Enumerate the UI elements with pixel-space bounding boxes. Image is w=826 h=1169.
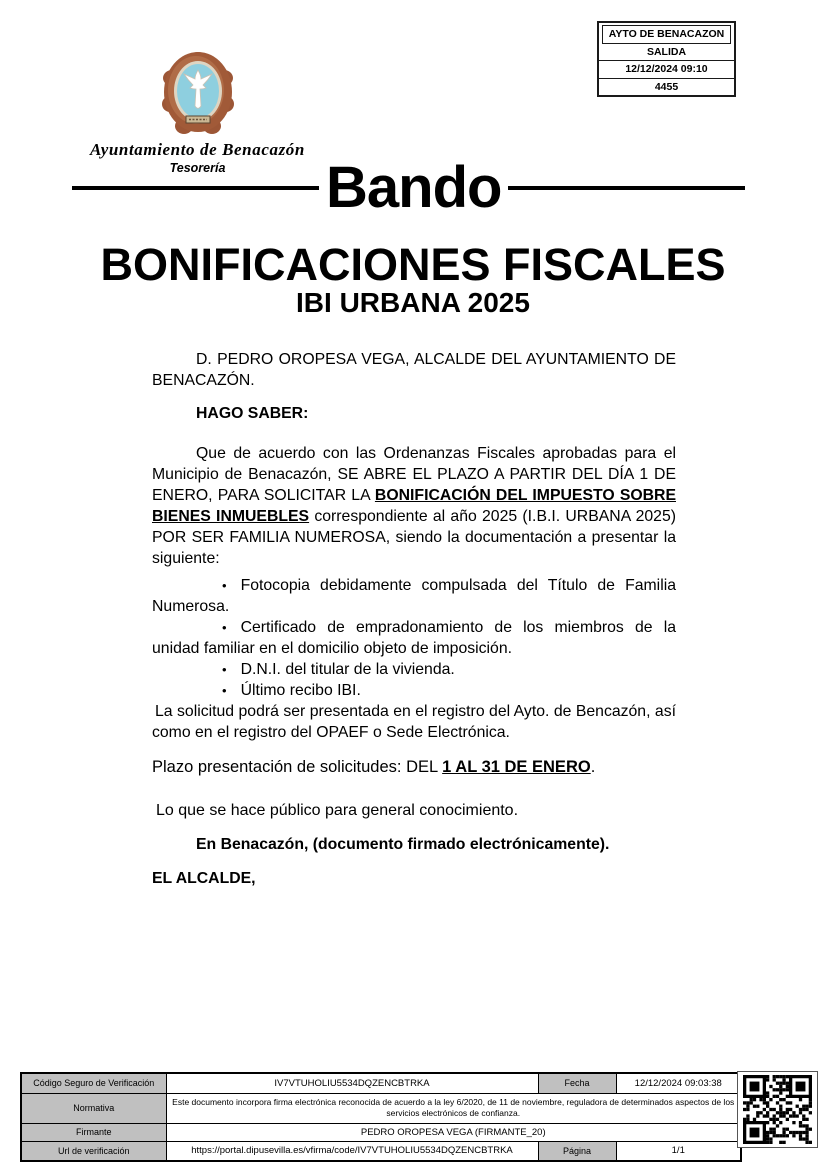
list-item xyxy=(152,680,676,701)
qr-code-icon xyxy=(743,1075,812,1144)
presentacion-paragraph: La solicitud podrá ser presentada en el registro del Ayto. de Bencazón, así como en el registro del OPAEF o Sede Electrónica. xyxy=(152,703,676,741)
stamp-type: SALIDA xyxy=(599,44,734,62)
bullet-icon: • xyxy=(222,620,227,635)
intro-paragraph: D. PEDRO OROPESA VEGA, ALCALDE DEL AYUNTAMIENTO DE BENACAZÓN. xyxy=(152,351,676,389)
list-item-text: Fotocopia debidamente compulsada del Título de Familia Numerosa. xyxy=(152,577,676,615)
registry-stamp xyxy=(597,21,736,97)
stamp-number: 4455 xyxy=(654,80,679,93)
publico-paragraph: Lo que se hace público para general conocimiento. xyxy=(156,802,519,819)
benacazon-coat-of-arms-icon xyxy=(160,48,236,136)
list-item-text: Certificado de empradonamiento de los miembros de la unidad familiar en el domicilio objeto de imposición. xyxy=(152,619,676,657)
url-value: https://portal.dipusevilla.es/vfirma/code/IV7VTUHOLIU5534DQZENCBTRKA xyxy=(166,1141,538,1161)
list-item xyxy=(152,659,676,680)
requirements-list xyxy=(152,575,676,701)
normativa-label: Normativa xyxy=(21,1093,166,1123)
main-paragraph-post: correspondiente al año 2025 (I.B.I. URBANA 2025) POR SER FAMILIA NUMEROSA, siendo la documentación a presentar la siguiente: xyxy=(152,508,677,567)
plazo-post: . xyxy=(590,758,596,776)
list-item xyxy=(152,617,676,659)
main-paragraph-emphasis: BONIFICACIÓN DEL IMPUESTO SOBRE BIENES INMUEBLES xyxy=(152,487,676,525)
main-heading: BONIFICACIONES FISCALES xyxy=(100,239,726,290)
document-body xyxy=(152,340,676,889)
fecha-label: Fecha xyxy=(538,1073,616,1093)
table-row xyxy=(21,1123,741,1141)
hago-saber-heading: HAGO SABER: xyxy=(196,405,309,422)
firmante-label: Firmante xyxy=(21,1123,166,1141)
verification-table xyxy=(20,1072,742,1162)
stamp-org: AYTO DE BENACAZON xyxy=(602,25,731,44)
bullet-icon: • xyxy=(222,578,227,593)
bando-banner xyxy=(0,155,826,220)
signature-place: En Benacazón, (documento firmado electrónicamente). xyxy=(196,836,610,853)
pagina-value: 1/1 xyxy=(616,1141,741,1161)
table-row xyxy=(21,1141,741,1161)
pagina-label: Página xyxy=(538,1141,616,1161)
csv-value: IV7VTUHOLIU5534DQZENCBTRKA xyxy=(166,1073,538,1093)
plazo-emphasis: 1 AL 31 DE ENERO xyxy=(442,758,591,776)
banner-rule-right xyxy=(508,186,745,190)
plazo-pre: Plazo presentación de solicitudes: DEL xyxy=(152,758,443,776)
main-paragraph-pre: Que de acuerdo con las Ordenanzas Fiscales aprobadas para el Municipio de Benacazón, SE ABRE EL PLAZO A PARTIR DEL DÍA 1 DE ENERO, PARA SOLICITAR LA xyxy=(152,445,676,504)
fecha-value: 12/12/2024 09:03:38 xyxy=(616,1073,741,1093)
qr-code-box xyxy=(737,1071,818,1148)
plazo-paragraph xyxy=(152,757,676,778)
stamp-datetime: 12/12/2024 09:10 xyxy=(599,61,734,79)
list-item xyxy=(152,575,676,617)
table-row xyxy=(21,1093,741,1123)
bullet-icon: • xyxy=(222,662,227,677)
org-department: Tesorería xyxy=(169,161,226,175)
sub-heading: IBI URBANA 2025 xyxy=(296,287,530,318)
table-row xyxy=(21,1073,741,1093)
banner-title: Bando xyxy=(326,155,502,220)
banner-rule-left xyxy=(72,186,319,190)
main-paragraph xyxy=(152,443,676,569)
url-label: Url de verificación xyxy=(21,1141,166,1161)
list-item-text: D.N.I. del titular de la vivienda. xyxy=(240,661,455,678)
org-name: Ayuntamiento de Benacazón xyxy=(90,140,305,159)
csv-label: Código Seguro de Verificación xyxy=(21,1073,166,1093)
bullet-icon: • xyxy=(222,683,227,698)
list-item-text: Último recibo IBI. xyxy=(240,682,361,699)
normativa-value: Este documento incorpora firma electrónica reconocida de acuerdo a la ley 6/2020, de 11 de noviembre, reguladora de determinados aspectos de los servicios electrónicos de confianza. xyxy=(166,1093,741,1123)
signature-role: EL ALCALDE, xyxy=(152,870,256,887)
firmante-value: PEDRO OROPESA VEGA (FIRMANTE_20) xyxy=(166,1123,741,1141)
header-org-block xyxy=(80,48,315,175)
